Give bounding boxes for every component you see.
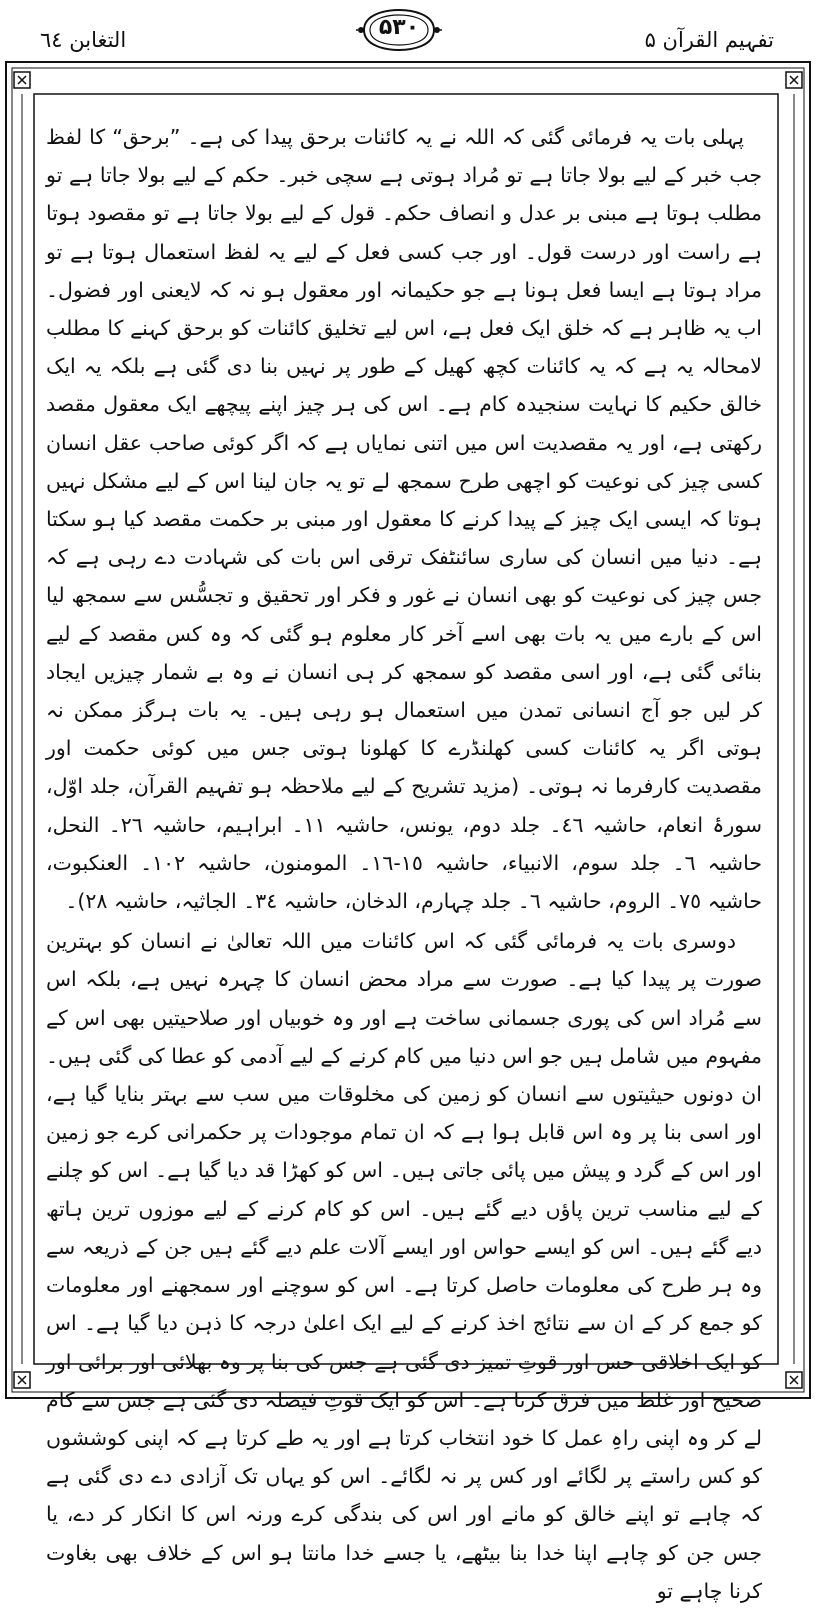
- paragraph-2: دوسری بات یہ فرمائی گئی کہ اس کائنات میں اللہ تعالیٰ نے انسان کو بہترین صورت پر پیدا کیا ہے۔ صورت سے مراد محض انسان کا چہرہ نہیں ہے، بلکہ اس سے مُراد اس کی پوری جسمانی ساخت ہے اور وہ خوبیاں اور صلاحیتیں بھی اس کے مفہوم میں شامل ہیں جو اس دنیا میں کام کرنے کے لیے آدمی کو عطا کی گئی ہیں۔ ان دونوں حیثیتوں سے انسان کو زمین کی مخلوقات میں سب سے بہتر بنایا گیا ہے، اور اسی بنا پر وہ اس قابل ہوا ہے کہ ان تمام موجودات پر حکمرانی کرے جو زمین اور اس کے گرد و پیش میں پائی جاتی ہیں۔ اس کو کھڑا قد دیا گیا ہے۔ اس کو چلنے کے لیے مناسب ترین پاؤں دیے گئے ہیں۔ اس کو کام کرنے کے لیے موزوں ترین ہاتھ دیے گئے ہیں۔ اس کو ایسے حواس اور ایسے آلات علم دیے گئے ہیں جن کے ذریعہ سے وہ ہر طرح کی معلومات حاصل کرتا ہے۔ اس کو سوچنے اور سمجھنے اور معلومات کو جمع کر کے ان سے نتائج اخذ کرنے کے لیے ایک اعلیٰ درجہ کا ذہن دیا گیا ہے۔ اس کو ایک اخلاقی حس اور قوتِ تمیز دی گئی ہے جس کی بنا پر وہ بھلائی اور برائی اور صحیح اور غلط میں فرق کرتا ہے۔ اس کو ایک قوتِ فیصلہ دی گئی ہے جس سے کام لے کر وہ اپنی راہِ عمل کا خود انتخاب کرتا ہے اور یہ طے کرتا ہے کہ اپنی کوششوں کو کس راستے پر لگائے اور کس پر نہ لگائے۔ اس کو یہاں تک آزادی دے دی گئی ہے کہ چاہے تو اپنے خالق کو مانے اور اس کی بندگی کرے ورنہ اس کا انکار کر دے، یا جس جن کو چاہے اپنا خدا بنا بیٹھے، یا جسے خدا مانتا ہو اس کے خلاف بھی بغاوت کرنا چاہے تو: [46, 929, 762, 1603]
- paragraph-1: پہلی بات یہ فرمائی گئی کہ اللہ نے یہ کائنات برحق پیدا کی ہے۔ ”برحق“ کا لفظ جب خبر کے لیے بولا جاتا ہے تو مُراد ہوتی ہے سچی خبر۔ حکم کے لیے بولا جاتا ہے تو مطلب ہوتا ہے مبنی بر عدل و انصاف حکم۔ قول کے لیے بولا جاتا ہے تو مقصود ہوتا ہے راست اور درست قول۔ اور جب کسی فعل کے لیے یہ لفظ استعمال ہوتا ہے تو مراد ہوتا ہے ایسا فعل ہونا ہے جو حکیمانہ اور معقول ہو نہ کہ لایعنی اور فضول۔ اب یہ ظاہر ہے کہ خلق ایک فعل ہے، اس لیے تخلیق کائنات کو برحق کہنے کا مطلب لامحالہ یہ ہے کہ یہ کائنات کچھ کھیل کے طور پر نہیں بنا دی گئی ہے بلکہ یہ ایک خالق حکیم کا نہایت سنجیدہ کام ہے۔ اس کی ہر چیز اپنے پیچھے ایک معقول مقصد رکھتی ہے، اور یہ مقصدیت اس میں اتنی نمایاں ہے کہ اگر کوئی صاحب عقل انسان کسی چیز کی نوعیت کو اچھی طرح سمجھ لے تو یہ جان لینا اس کے لیے مشکل نہیں ہوتا کہ ایسی ایک چیز کے پیدا کرنے کا معقول اور مبنی بر حکمت مقصد کیا ہو سکتا ہے۔ دنیا میں انسان کی ساری سائنٹفک ترقی اس بات کی شہادت دے رہی ہے کہ جس چیز کی نوعیت کو بھی انسان نے غور و فکر اور تحقیق و تجسُّس سے سمجھ لیا اس کے بارے میں یہ بات بھی اسے آخر کار معلوم ہو گئی کہ وہ کس مقصد کے لیے بنائی گئی ہے، اور اسی مقصد کو سمجھ کر ہی انسان نے وہ بے شمار چیزیں ایجاد کر لیں جو آج انسانی تمدن میں استعمال ہو رہی ہیں۔ یہ بات ہرگز ممکن نہ ہوتی اگر یہ کائنات کسی کھلنڈرے کا کھلونا ہوتی جس میں کوئی حکمت اور مقصدیت کارفرما نہ ہوتی۔ (مزید تشریح کے لیے ملاحظہ ہو تفہیم القرآن، جلد اوّل، سورۂ انعام، حاشیہ ٤٦۔ جلد دوم، یونس، حاشیہ ١١۔ ابراہیم، حاشیہ ٢٦۔ النحل، حاشیہ ٦۔ جلد سوم، الانبیاء، حاشیہ ١٥-١٦۔ المومنون، حاشیہ ١٠٢۔ العنکبوت، حاشیہ ٧٥۔ الروم، حاشیہ ٦۔ جلد چہارم، الدخان، حاشیہ ٣٤۔ الجاثیہ، حاشیہ ٢٨)۔: [46, 125, 762, 914]
- book-running-title: تفہیم القرآن ۵: [644, 28, 774, 52]
- surah-running-title: التغابن ٦٤: [40, 28, 127, 52]
- main-text: [46, 118, 762, 1603]
- page-number-badge: [356, 6, 442, 54]
- page-number: ۵۳۰: [378, 15, 420, 40]
